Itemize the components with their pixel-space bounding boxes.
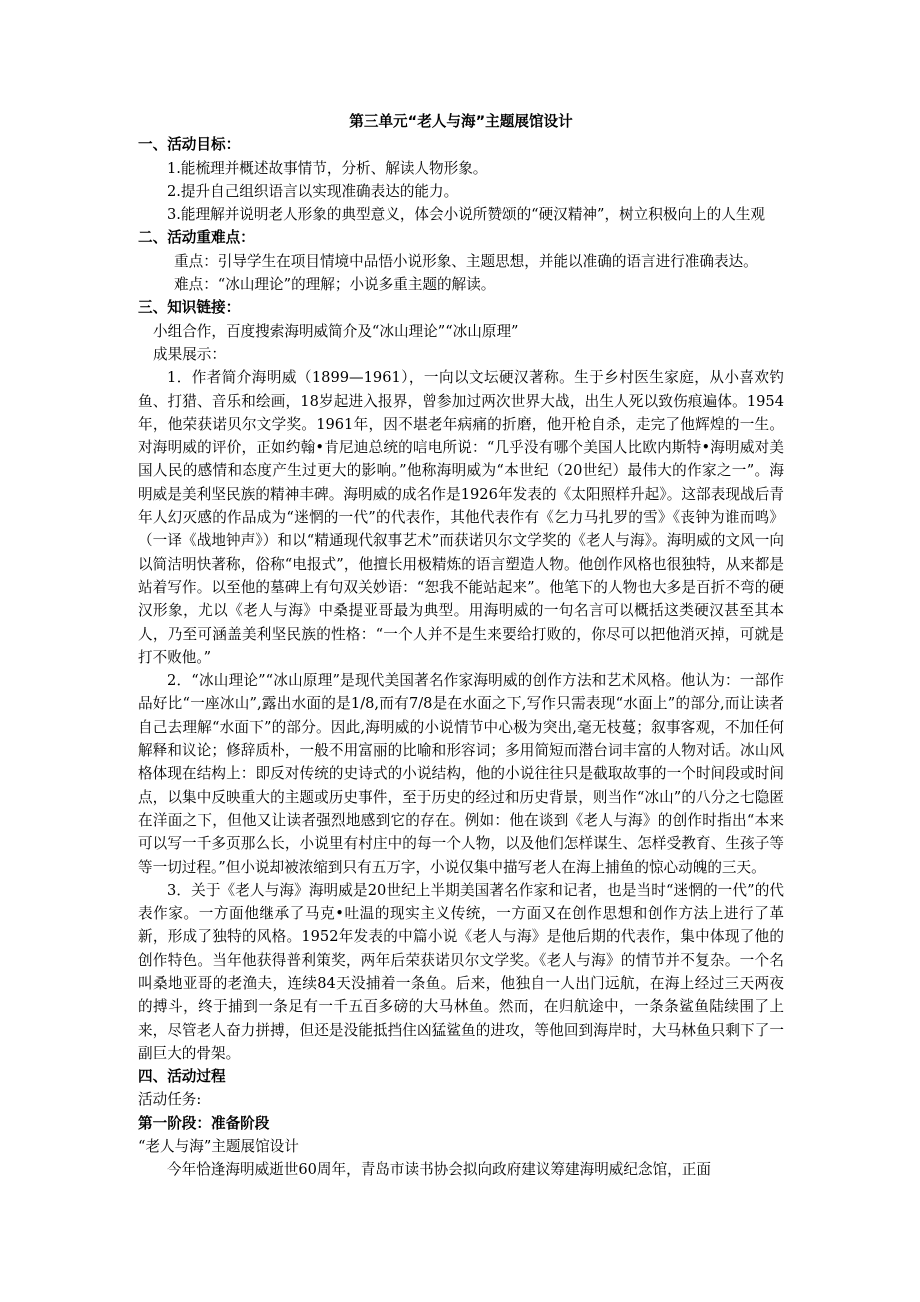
section-heading-key-points: 二、活动重难点： <box>138 229 255 247</box>
goal-item: 3.能理解并说明老人形象的典型意义，体会小说所赞颂的“硬汉精神”，树立积极向上的人生观 <box>167 206 766 224</box>
section-heading-goals: 一、活动目标： <box>138 136 241 154</box>
paragraph-old-man-and-sea: 3．关于《老人与海》海明威是20世纪上半期美国著名作家和记者，也是当时“迷惘的一代”的代表作家。一方面他继承了马克•吐温的现实主义传统，一方面又在创作思想和创作方法上进行了革新，形成了独特的风格。1952年发表的中篇小说《老人与海》是他后期的代表作，集中体现了他的创作特色。当年他获得普利策奖，两年后荣获诺贝尔文学奖。《老人与海》的情节并不复杂。一个名叫桑地亚哥的老渔夫，连续84天没捕着一条鱼。后来，他独自一人出门远航，在海上经过三天两夜的搏斗，终于捕到一条足有一千五百多磅的大马林鱼。然而，在归航途中，一条条鲨鱼陆续围了上来，尽管老人奋力拼搏，但还是没能抵挡住凶猛鲨鱼的进攻，等他回到海岸时，大马林鱼只剩下了一副巨大的骨架。 <box>138 881 784 1062</box>
difficult-point: 难点：“冰山理论”的理解；小说多重主题的解读。 <box>174 276 496 294</box>
stage-one-heading: 第一阶段：准备阶段 <box>138 1114 270 1132</box>
section-heading-process: 四、活动过程 <box>138 1068 226 1086</box>
document-title: 第三单元“老人与海”主题展馆设计 <box>349 113 573 130</box>
activity-task-label: 活动任务: <box>138 1091 202 1109</box>
goal-item: 1.能梳理并概述故事情节，分析、解读人物形象。 <box>167 159 488 177</box>
goal-item: 2.提升自己组织语言以实现准确表达的能力。 <box>167 182 459 200</box>
result-label: 成果展示： <box>153 345 226 363</box>
key-point: 重点：引导学生在项目情境中品悟小说形象、主题思想，并能以准确的语言进行准确表达。 <box>174 252 758 270</box>
section-heading-knowledge: 三、知识链接： <box>138 299 241 317</box>
paragraph-iceberg-theory: 2．“冰山理论”“冰山原理”是现代美国著名作家海明威的创作方法和艺术风格。他认为：一部作品好比“一座冰山”,露出水面的是1/8,而有7/8是在水面之下,写作只需表现“水面上”的部分,而让读者自己去理解“水面下”的部分。因此,海明威的小说情节中心极为突出,毫无枝蔓；叙事客观，不加任何解释和议论；修辞质朴，一般不用富丽的比喻和形容词；多用简短而潜台词丰富的人物对话。冰山风格体现在结构上：即反对传统的史诗式的小说结构，他的小说往往只是截取故事的一个时间段或时间点，以集中反映重大的主题或历史事件，至于历史的经过和历史背景，则当作“冰山”的八分之七隐匿在洋面之下，但他又让读者强烈地感到它的存在。例如：他在谈到《老人与海》的创作时指出“本来可以写一千多页那么长，小说里有村庄中的每一个人物，以及他们怎样谋生、怎样受教育、生孩子等等一切过程。”但小说却被浓缩到只有五万字，小说仅集中描写老人在海上捕鱼的惊心动魄的三天。 <box>138 672 784 876</box>
paragraph-author: 1．作者简介海明威（1899—1961），一向以文坛硬汉著称。生于乡村医生家庭，从小喜欢钓鱼、打猎、音乐和绘画，18岁起进入报界，曾参加过两次世界大战，出生人死以致伤痕遍体。1954年，他荣获诺贝尔文学奖。1961年，因不堪老年病痛的折磨，他开枪自杀，走完了他辉煌的一生。对海明威的评价，正如约翰•肯尼迪总统的唁电所说：“几乎没有哪个美国人比欧内斯特•海明威对美国人民的感情和态度产生过更大的影响。”他称海明威为“本世纪（20世纪）最伟大的作家之一”。海明威是美利坚民族的精神丰碑。海明威的成名作是1926年发表的《太阳照样升起》。这部表现战后青年人幻灭感的作品成为“迷惘的一代”的代表作，其他代表作有《乞力马扎罗的雪》《丧钟为谁而鸣》（一译《战地钟声》）和以“精通现代叙事艺术”而获诺贝尔文学奖的《老人与海》。海明威的文风一向以简洁明快著称，俗称“电报式”，他擅长用极精炼的语言塑造人物。他创作风格也很独特，从来都是站着写作。以至他的墓碑上有句双关妙语：“恕我不能站起来”。他笔下的人物也大多是百折不弯的硬汉形象，尤以《老人与海》中桑提亚哥最为典型。用海明威的一句名言可以概括这类硬汉甚至其本人，乃至可涵盖美利坚民族的性格：“一个人并不是生来要给打败的，你尽可以把他消灭掉，可就是打不败他。” <box>138 369 784 666</box>
document-body <box>138 110 784 1182</box>
knowledge-intro: 小组合作，百度搜索海明威简介及“冰山理论”“冰山原理” <box>153 322 519 340</box>
paragraph-exhibition: 今年恰逢海明威逝世60周年，青岛市读书协会拟向政府建议筹建海明威纪念馆，正面 <box>167 1161 711 1179</box>
exhibition-subtitle: “老人与海”主题展馆设计 <box>138 1138 299 1156</box>
